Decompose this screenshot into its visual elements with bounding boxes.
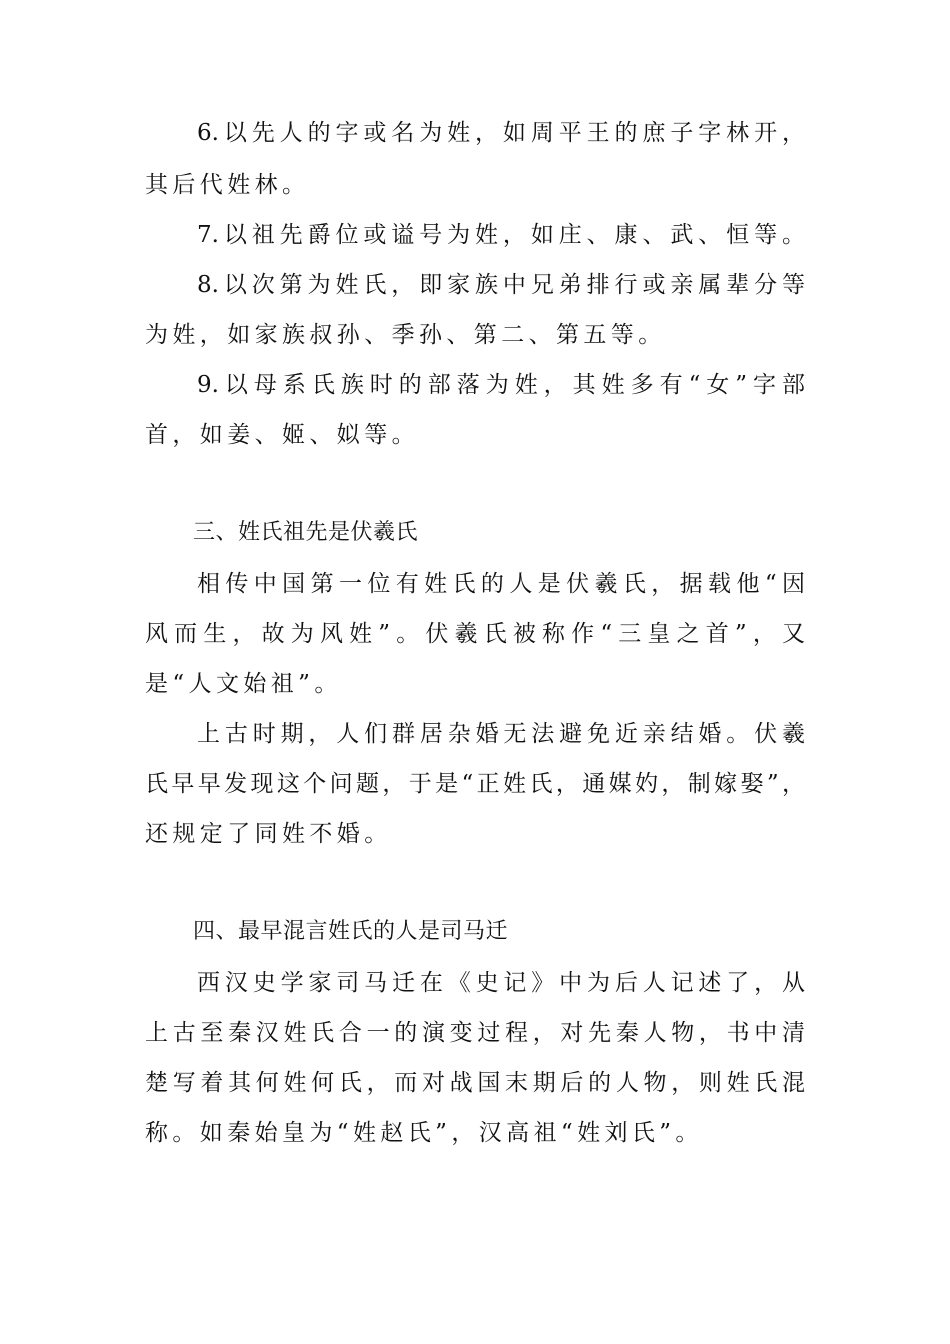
section-4-para-1-line-1: 西汉史学家司马迁在《史记》中为后人记述了，从 — [197, 970, 805, 996]
item-9-line-2: 首，如姜、姬、姒等。 — [145, 422, 419, 448]
section-3-para-1-line-1: 相传中国第一位有姓氏的人是伏羲氏，据载他“因 — [197, 571, 805, 597]
section-4-heading: 四、最早混言姓氏的人是司马迁 — [193, 919, 509, 944]
item-8-line-2: 为姓，如家族叔孙、季孙、第二、第五等。 — [145, 322, 666, 348]
item-8-line-1: 8.以次第为姓氏，即家族中兄弟排行或亲属辈分等 — [197, 272, 805, 298]
item-6-line-2: 其后代姓林。 — [145, 172, 310, 198]
item-6-line-1: 6.以先人的字或名为姓，如周平王的庶子字林开， — [197, 120, 805, 146]
item-9-line-1: 9.以母系氏族时的部落为姓，其姓多有“女”字部 — [197, 372, 805, 398]
section-3-heading: 三、姓氏祖先是伏羲氏 — [193, 520, 419, 545]
section-4-para-1-line-3: 楚写着其何姓何氏，而对战国末期后的人物，则姓氏混 — [145, 1070, 805, 1096]
section-4-para-1-line-4: 称。如秦始皇为“姓赵氏”，汉高祖“姓刘氏”。 — [145, 1120, 703, 1146]
section-4-para-1-line-2: 上古至秦汉姓氏合一的演变过程，对先秦人物，书中清 — [145, 1020, 805, 1046]
item-7-line-1: 7.以祖先爵位或谥号为姓，如庄、康、武、恒等。 — [197, 222, 805, 248]
section-3-para-2-line-1: 上古时期，人们群居杂婚无法避免近亲结婚。伏羲 — [197, 721, 805, 747]
section-3-para-1-line-3: 是“人文始祖”。 — [145, 671, 342, 697]
section-3-para-2-line-3: 还规定了同姓不婚。 — [145, 821, 392, 847]
section-3-para-2-line-2: 氏早早发现这个问题，于是“正姓氏，通媒妁，制嫁娶”， — [145, 771, 805, 797]
section-3-para-1-line-2: 风而生，故为风姓”。伏羲氏被称作“三皇之首”，又 — [145, 621, 805, 647]
